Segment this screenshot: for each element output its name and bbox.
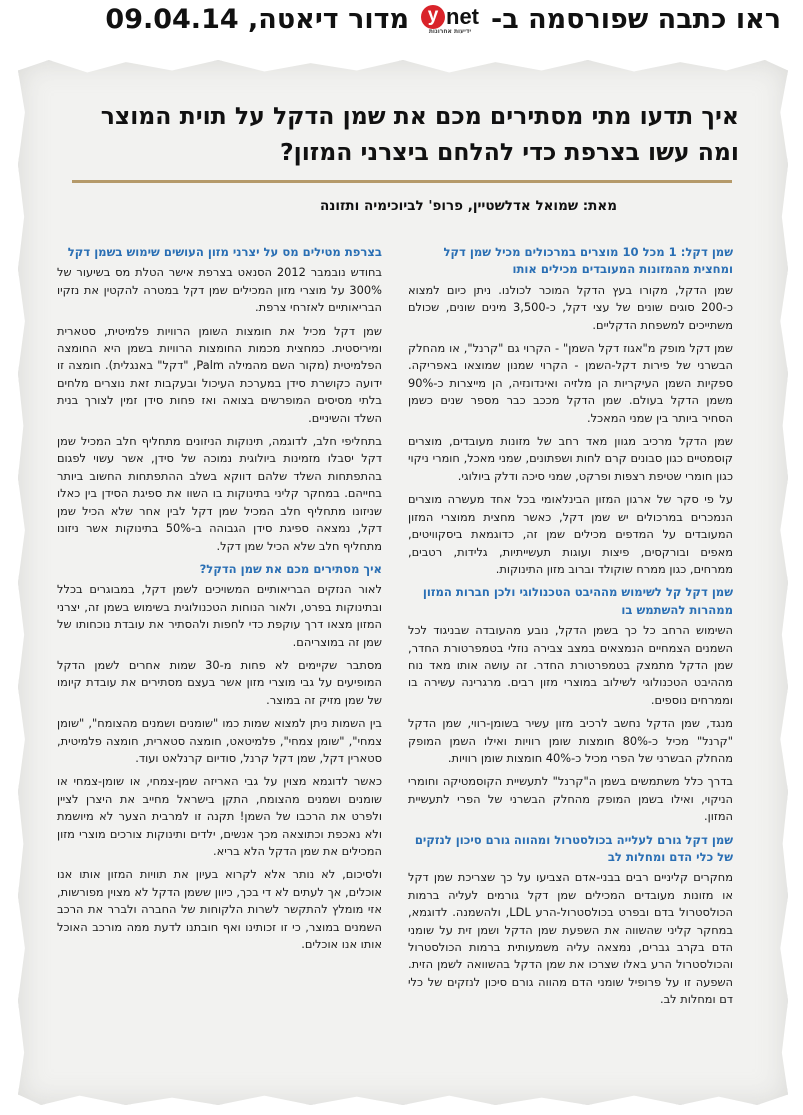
left-column bbox=[57, 244, 382, 959]
paragraph: ולסיכום, לא נותר אלא לקרוא בעיון את תוויות המזון אותו אנו אוכלים, אך לעתים לא די בכך, כיוון ששמן הדקל לא מצוין מפורשות, אזי מומלץ להתקשר לשרות הלקוחות של החברה ולברר את הרכב השמנים במוצר, כי זו זכותינו ואף חובתנו לדעת ממה מורכב האוכל אותו אנו אוכלים. bbox=[57, 867, 382, 952]
paragraph: כאשר לדוגמא מצוין על גבי האריזה שמן-צמחי, או שומן-צמחי או שומנים ושמנים מהצומח, התקן בישראל מחייב את היצרן לציין ולפרט את הרכבו של השמן! תקנה זו למרבית הצער לא מיושמת ולא נאכפת וכתוצאה מכך אנשים, ילדים ותינוקות צורכים מוצרי מזון המכילים את שמן הדקל הלא בריא. bbox=[57, 774, 382, 858]
paragraph: מחקרים קליניים רבים בבני-אדם הצביעו על כך שצריכת שמן דקל או מזונות מעובדים המכילים שמן דקל גורמים לעליה ברמות הכולסטרול בדם ובפרט בכולסטרול-הרע LDL, ולהשמנה. לדוגמא, במחקר קליני שהשווה את השפעת שמן הדקל ושמן זית על שומני הדם בקרב גברים, נמצאה עליה משמעותית ברמות הכולסטרול והכולסטרול הרע באלו שצרכו את שמן הדקל בהשוואה לשמן הזית. השפעה זו על פרופיל שומני הדם מהווה גורם סיכון לנזקים של כלי דם ומחלות לב. bbox=[408, 870, 733, 1007]
paragraph: בתחליפי חלב, לדוגמה, תינוקות הניזונים מתחליף חלב המכיל שמן דקל יסבלו מזמינות ביולוגית נמוכה של סידן, אשר עשוי לפגום בהתפתחות השלד שלהם דווקא בשלב ההתפתחות החשוב ביותר בחייהם. במחקר קליני בתינוקות בו השוו את ספיגת הסידן בין כאלו שניזונו מתחליף חלב המכיל שמן דקל לבין אחר שלא הכיל שמן דקל, נמצאה ספיגת סידן הגבוהה ב-50% בתינוקות אשר ניזונו מתחליף חלב שלא הכיל שמן דקל. bbox=[57, 434, 382, 553]
title-divider bbox=[72, 180, 732, 183]
paragraph: מסתבר שקיימים לא פחות מ-30 שמות אחרים לשמן הדקל המופיעים על גבי מוצרי מזון אשר בעצם מסתירים את עובדת קיומו של שמן מזיק זה במוצר. bbox=[57, 657, 382, 707]
paragraph: מנגד, שמן הדקל נחשב לרכיב מזון עשיר בשומן-רווי, שמן הדקל "קרנל" מכיל כ-80% חומצות שומן רוויות ואילו השמן המופק מהחלק הבשרני של הפרי מכיל כ-40% חומצות שומן רוויות. bbox=[408, 716, 734, 765]
paragraph: שמן דקל מכיל את חומצות השומן הרוויות פלמיטית, סטארית ומיריסטית. כמחצית מכמות החומצות הרוויות בשמן היא החומצה הפלמיטית (מקור השם מהמילה Palm, "דקל" באנגלית). חומצה זו ידועה כקושרת סידן במערכת העיכול ובעקבות זאת נוצרים מלחים בלתי מסיסים המופרשים בצואה ואז פחות סידן זמין לצורך בנית השלד והשיניים. bbox=[57, 323, 382, 425]
paragraph: לאור הנזקים הבריאותיים המשויכים לשמן דקל, במבוגרים בכלל ובתינוקות בפרט, ולאור הנוחות הטכנולוגית בשימוש בשמן זה, יצרני המזון מצאו דרך עוקפת כדי לחפות ולהסתיר את עובדת נוכחותו של שמן זה במוצריהם. bbox=[57, 582, 382, 649]
section-heading: איך מסתירים מכם את שמן הדקל? bbox=[199, 561, 382, 576]
article-byline: מאת: שמואל אדלשטיין, פרופ' לביוכימיה ותזונה bbox=[320, 198, 617, 214]
section-heading: שמן דקל גורם לעלייה בכולסטרול ומהווה גורם סיכון לנזקים של כלי הדם ומחלות לב bbox=[414, 832, 733, 864]
ynet-logo-text: net bbox=[446, 4, 479, 29]
section-heading: שמן דקל: 1 מכל 10 מוצרים במרכולים מכיל שמן דקל ומחצית מהמזונות המעובדים מכילים אותו bbox=[443, 245, 733, 277]
ynet-logo-tagline: ידיעות אחרונות bbox=[428, 28, 472, 35]
paragraph: שמן דקל מופק מ"אגוז דקל השמן" - הקרוי גם "קרנל", או מהחלק הבשרני של פירות דקל-השמן - הקרוי שמנון שמוצאו באפריקה. ספקיות השמן העיקריות הן מלזיה ואינדונזיה, הן מייצרות כ-90% משמן הדקל בעולם. שמן הדקל מככב כבר מספר שנים כשמן הסחיר ביותר בין שמני המאכל. bbox=[408, 341, 733, 425]
page-header bbox=[0, 0, 803, 58]
header-headline bbox=[105, 4, 781, 35]
header-prefix: ראו כתבה שפורסמה ב- bbox=[491, 4, 781, 35]
paragraph: שמן הדקל מרכיב מגוון מאד רחב של מזונות מעובדים, מוצרים קוסמטיים כגון סבונים קרם לחות ושפתונים, שמני מאכל, חומרי ניקוי כגון חומרי שטיפת רצפות ופרקט, שמני סיכה ודלק ביולוגי. bbox=[408, 434, 733, 483]
section-heading: שמן דקל קל לשימוש מההיבט הטכנולוגי ולכן חברות המזון ממהרות להשתמש בו bbox=[422, 585, 733, 617]
paragraph: השימוש הרחב כל כך בשמן הדקל, נובע מהעובדה שבניגוד לכל השמנים הצמחיים הנמצאים במצב צבירה נוזלי בטמפרטורת החדר, שמן הדקל מתמצק בטמפרטורת החדר. זה עושה אותו מאד נוח מההיבט הטכנולוגי לשילוב במוצרי מזון רבים. מרגרינה עשירה בו וממרחים נוספים. bbox=[408, 623, 733, 707]
paragraph: על פי סקר של ארגון המזון הבינלאומי בכל אחד מעשרה מוצרים הנמכרים במרכולים יש שמן דקל, כאשר מחצית ממוצרי המזון המעובדים על המדפים מכילים שמן זה, כדוגמאת ביסקוויטים, מאפים ובורקסים, פיצות ועוגות תעשייתיות, גלידות, רטבים, ממרחים, כגון ממרח שוקולד וברוב מזון התינוקות. bbox=[408, 492, 733, 576]
article-title: איך תדעו מתי מסתירים מכם את שמן הדקל על תוית המוצר ומה עשו בצרפת כדי להלחם ביצרני המזון? bbox=[100, 102, 739, 166]
right-column bbox=[408, 244, 733, 1015]
paragraph: בחודש נובמבר 2012 הסנאט בצרפת אישר הטלת מס בשיעור של 300% על מוצרי מזון המכילים שמן דקל במטרה להקטין את נזקיו הבריאותיים לאזרחי צרפת. bbox=[57, 265, 382, 315]
section-heading: בצרפת מטילים מס על יצרני מזון העושים שימוש בשמן דקל bbox=[67, 245, 382, 259]
paragraph: שמן הדקל, מקורו בעץ הדקל המוכר לכולנו. ניתן כיום למצוא כ-200 סוגים שונים של עצי דקל, כ-3,500 מינים שונים, שכולם משתייכים למשפחת הדקליים. bbox=[408, 282, 733, 332]
paragraph: בדרך כלל משתמשים בשמן ה"קרנל" לתעשיית הקוסמטיקה וחומרי הניקוי, ואילו בשמן המופק מהחלק הבשרני של הפרי לתעשיית המזון. bbox=[408, 774, 733, 824]
ynet-logo bbox=[421, 4, 479, 35]
ynet-logo-letter: y bbox=[421, 5, 445, 29]
paragraph: בין השמות ניתן למצוא שמות כמו "שומנים ושמנים מהצומח", "שומן צמחי", "שומן צמחי", פלמיטאט, חומצה סטארית, חומצה פלמיטית, סטארין דקל, שמן דקל קרנל, סודיום קרנלאט ועוד. bbox=[57, 716, 382, 765]
header-suffix: מדור דיאטה, 09.04.14 bbox=[105, 4, 409, 35]
